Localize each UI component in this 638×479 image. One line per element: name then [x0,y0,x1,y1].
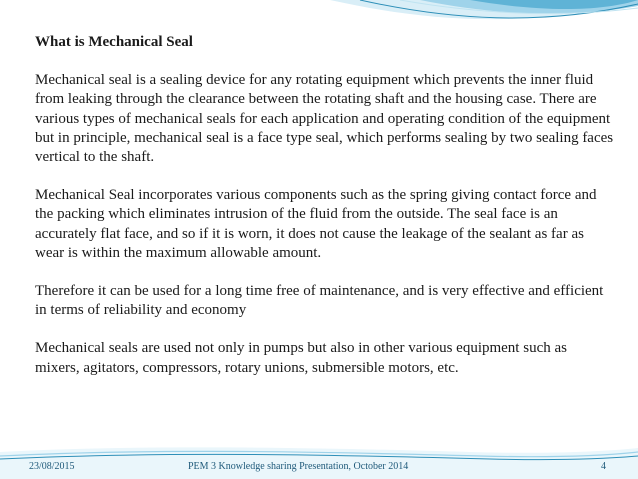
paragraph-applications: Mechanical seals are used not only in pumps but also in other various equipment such as mixers, agitators, compressors, rotary unions, submersible motors, etc. [35,340,567,376]
slide-body [35,33,615,397]
footer-title: PEM 3 Knowledge sharing Presentation, October 2014 [188,461,409,472]
paragraph-maintenance: Therefore it can be used for a long time free of maintenance, and is very effective and efficient in terms of reliability and economy [35,283,604,319]
slide-heading: What is Mechanical Seal [35,34,193,50]
slide-footer [0,461,638,475]
footer-date: 23/08/2015 [29,461,75,472]
paragraph-definition: Mechanical seal is a sealing device for any rotating equipment which prevents the inner fluid from leaking through the clearance between the rotating shaft and the housing case. There are various types of mechanical seals for each application and operating condition of the equipment but in principle, mechanical seal is a face type seal, which performs sealing by two sealing faces vertical to the shaft. [35,72,614,166]
page-number: 4 [601,461,606,472]
paragraph-components: Mechanical Seal incorporates various components such as the spring giving contact force and the packing which eliminates intrusion of the fluid from the outside. The seal face is an accurately flat face, and so if it is worn, it does not cause the leakage of the sealant as far as wear is within the maximum allowable amount. [35,187,597,261]
